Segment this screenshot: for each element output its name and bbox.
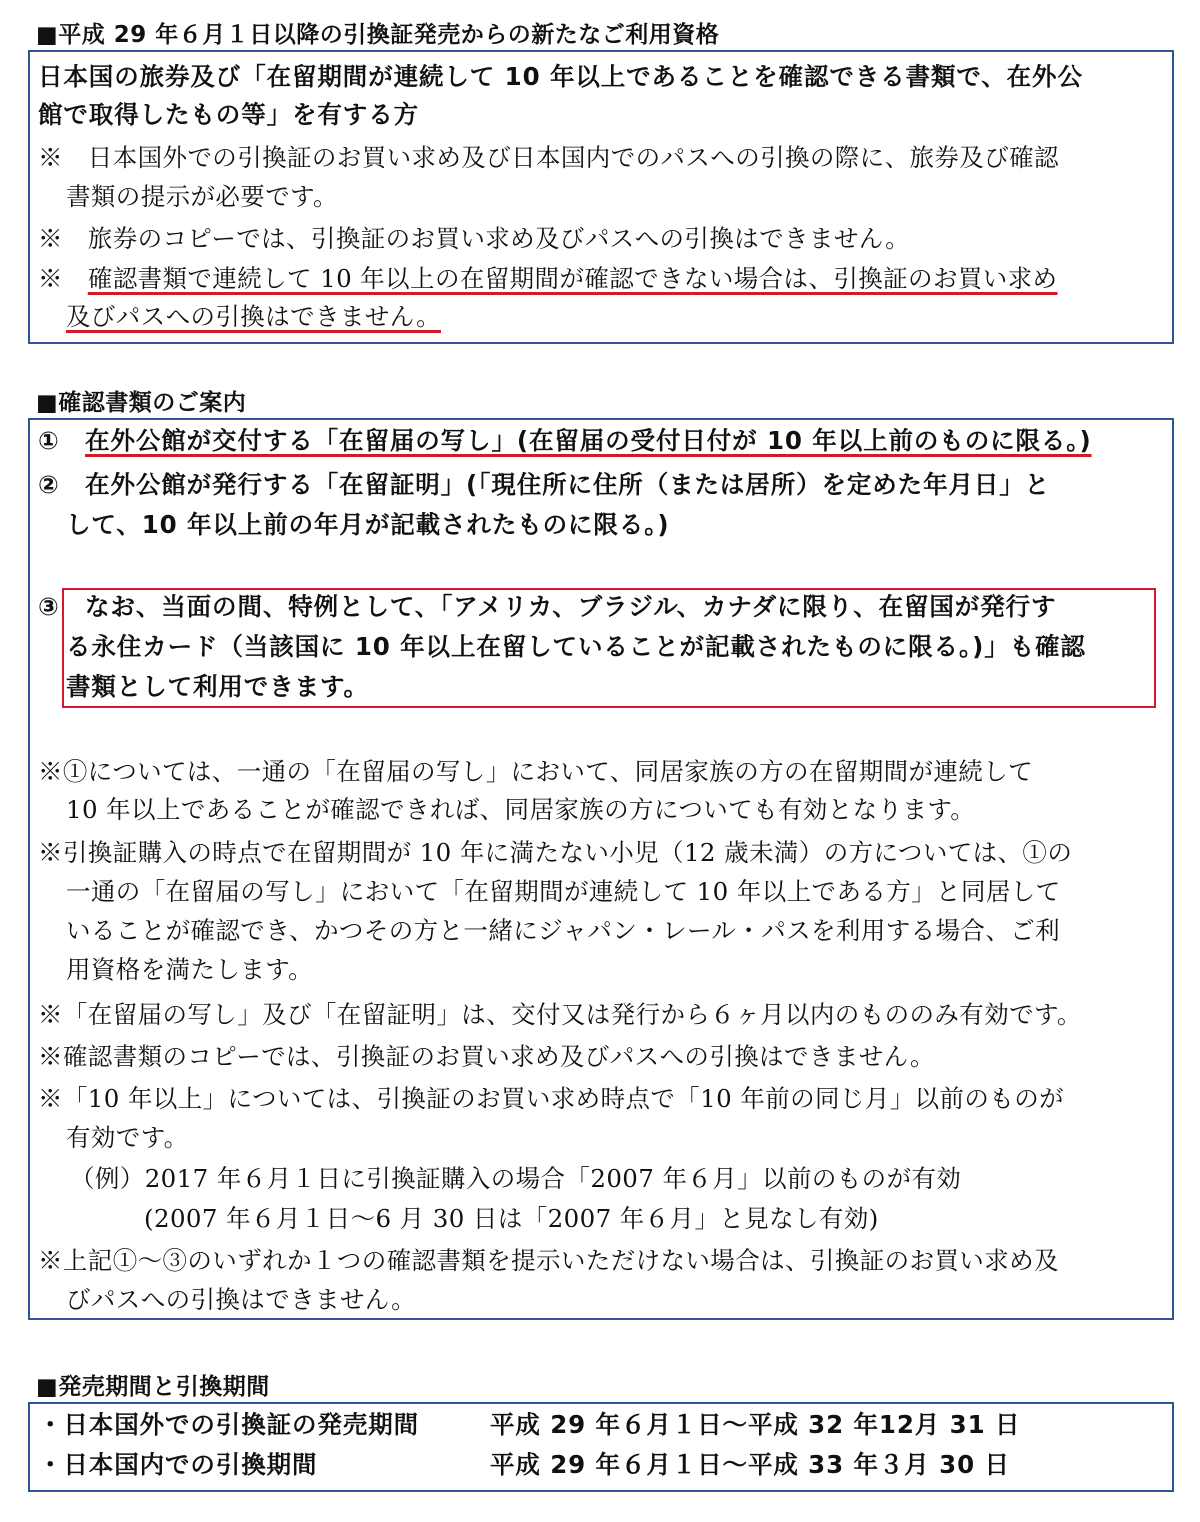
documents-note-line: 一通の「在留届の写し」において「在留期間が連続して 10 年以上である方」と同居して: [66, 877, 1061, 906]
underlined-text: 確認書類で連続して 10 年以上の在留期間が確認できない場合は、引換証のお買い求め: [87, 264, 1058, 293]
eligibility-note1-line1: ※ 日本国外での引換証のお買い求め及び日本国内でのパスへの引換の際に、旅券及び確認: [38, 143, 1059, 172]
period-row-sales: [38, 1408, 1020, 1442]
eligibility-note3-line2: [66, 300, 441, 334]
documents-note-line: ※引換証購入の時点で在留期間が 10 年に満たない小児（12 歳未満）の方については、①の: [38, 838, 1073, 867]
documents-note-line: ※確認書類のコピーでは、引換証のお買い求め及びパスへの引換はできません。: [38, 1042, 935, 1071]
documents-example-line: （例）2017 年６月１日に引換証購入の場合「2007 年６月」以前のものが有効: [70, 1164, 962, 1193]
section-title-eligibility: ■平成 29 年６月１日以降の引換証発売からの新たなご利用資格: [36, 22, 720, 48]
period-label: ・日本国外での引換証の発売期間: [38, 1410, 419, 1439]
eligibility-note2: ※ 旅券のコピーでは、引換証のお買い求め及びパスへの引換はできません。: [38, 224, 910, 253]
eligibility-heading-line2: 館で取得したもの等」を有する方: [38, 100, 419, 129]
documents-note-line: びパスへの引換はできません。: [66, 1285, 417, 1314]
period-label: ・日本国内での引換期間: [38, 1450, 318, 1479]
document-item-2-line1: ② 在外公館が発行する「在留証明」(「現住所に住所（または居所）を定めた年月日」と: [38, 470, 1051, 499]
documents-note-line: ※「在留届の写し」及び「在留証明」は、交付又は発行から６ヶ月以内のもののみ有効です。: [38, 1000, 1082, 1029]
document-item-2-line2: して、10 年以上前の年月が記載されたものに限る。): [66, 510, 670, 539]
documents-note-line: 10 年以上であることが確認できれば、同居家族の方についても有効となります。: [66, 795, 976, 824]
period-value: 平成 29 年６月１日～平成 32 年12月 31 日: [490, 1410, 1021, 1439]
document-item-3-line3: 書類として利用できます。: [66, 672, 369, 701]
documents-example-line: (2007 年６月１日～6 月 30 日は「2007 年６月」と見なし有効): [144, 1204, 879, 1233]
underlined-text: 及びパスへの引換はできません。: [66, 302, 441, 331]
period-row-exchange: [38, 1448, 1010, 1482]
item-mark: ①: [38, 426, 86, 455]
section-title-documents: ■確認書類のご案内: [36, 390, 247, 416]
section-title-periods: ■発売期間と引換期間: [36, 1374, 270, 1400]
documents-note-line: いることが確認でき、かつその方と一緒にジャパン・レール・パスを利用する場合、ご利: [66, 916, 1061, 945]
documents-note-line: ※「10 年以上」については、引換証のお買い求め時点で「10 年前の同じ月」以前のものが: [38, 1084, 1065, 1113]
eligibility-heading-line1: 日本国の旅券及び「在留期間が連続して 10 年以上であることを確認できる書類で、在外公: [38, 62, 1083, 91]
document-item-3-line2: る永住カード（当該国に 10 年以上在留していることが記載されたものに限る。)」も確認: [66, 632, 1086, 661]
underlined-text: 在外公館が交付する「在留届の写し」(在留届の受付日付が 10 年以上前のものに限る。): [85, 426, 1092, 455]
eligibility-note3-line1: [38, 262, 1057, 296]
note-mark: ※: [38, 264, 88, 293]
document-item-3-line1: ③ なお、当面の間、特例として、「アメリカ、ブラジル、カナダに限り、在留国が発行す: [38, 592, 1057, 621]
documents-note-line: 有効です。: [66, 1123, 189, 1152]
eligibility-note1-line2: 書類の提示が必要です。: [66, 182, 338, 211]
documents-note-line: 用資格を満たします。: [66, 955, 314, 984]
documents-note-line: ※上記①～③のいずれか１つの確認書類を提示いただけない場合は、引換証のお買い求め及: [38, 1246, 1059, 1275]
document-item-1: [38, 424, 1092, 458]
period-value: 平成 29 年６月１日～平成 33 年３月 30 日: [490, 1450, 1010, 1479]
documents-note-line: ※①については、一通の「在留届の写し」において、同居家族の方の在留期間が連続して: [38, 757, 1034, 786]
